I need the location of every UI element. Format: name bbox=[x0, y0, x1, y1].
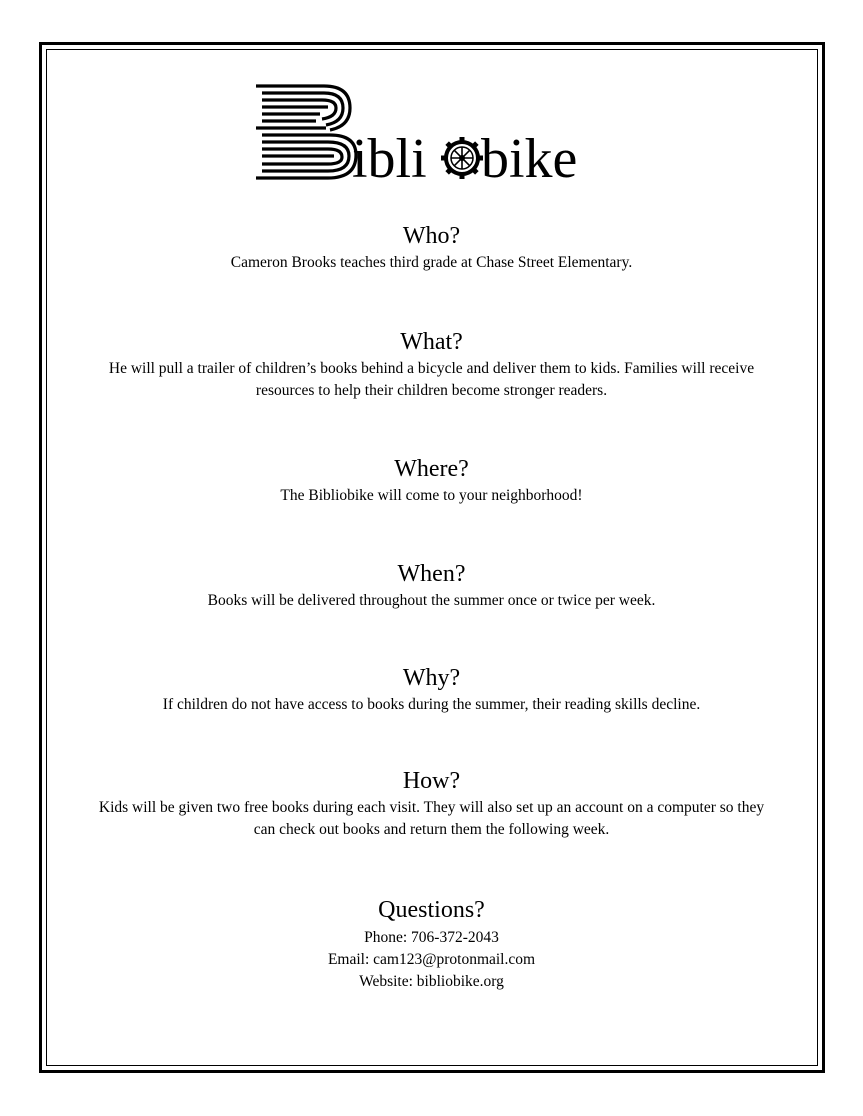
logo-text-bike: bike bbox=[481, 128, 578, 182]
section-heading: Questions? bbox=[378, 897, 485, 923]
section-body-line-2: can check out books and return them the following week. bbox=[253, 821, 610, 838]
contact-email: Email: cam123@protonmail.com bbox=[327, 951, 536, 968]
logo-text-ibli: ibli bbox=[352, 128, 427, 182]
section-body-line-1: He will pull a trailer of children’s books behind a bicycle and deliver them to kids. Families will receive bbox=[108, 360, 755, 377]
section-where bbox=[50, 455, 813, 507]
section-heading: Who? bbox=[402, 223, 461, 249]
section-body: Cameron Brooks teaches third grade at Chase Street Elementary. bbox=[230, 254, 633, 271]
contact-website: Website: bibliobike.org bbox=[359, 973, 504, 990]
section-body: The Bibliobike will come to your neighborhood! bbox=[280, 487, 583, 504]
section-heading: What? bbox=[400, 329, 463, 355]
book-b-icon bbox=[256, 86, 356, 178]
section-body: If children do not have access to books during the summer, their reading skills decline. bbox=[162, 696, 701, 713]
section-questions bbox=[50, 896, 813, 993]
section-when bbox=[50, 560, 813, 612]
contact-phone: Phone: 706-372-2043 bbox=[364, 929, 499, 946]
section-body-line-1: Kids will be given two free books during each visit. They will also set up an account on a computer so they bbox=[98, 799, 765, 816]
section-body: Books will be delivered throughout the summer once or twice per week. bbox=[207, 592, 656, 609]
section-heading: How? bbox=[402, 768, 461, 794]
section-body-line-2: resources to help their children become stronger readers. bbox=[255, 382, 608, 399]
section-why bbox=[50, 664, 813, 716]
section-heading: When? bbox=[397, 561, 466, 587]
section-heading: Why? bbox=[402, 665, 461, 691]
section-who bbox=[50, 222, 813, 274]
section-heading: Where? bbox=[394, 456, 469, 482]
section-how bbox=[48, 767, 815, 841]
bike-gear-icon bbox=[441, 137, 483, 179]
bibliobike-logo bbox=[254, 82, 606, 182]
section-what bbox=[48, 328, 815, 402]
